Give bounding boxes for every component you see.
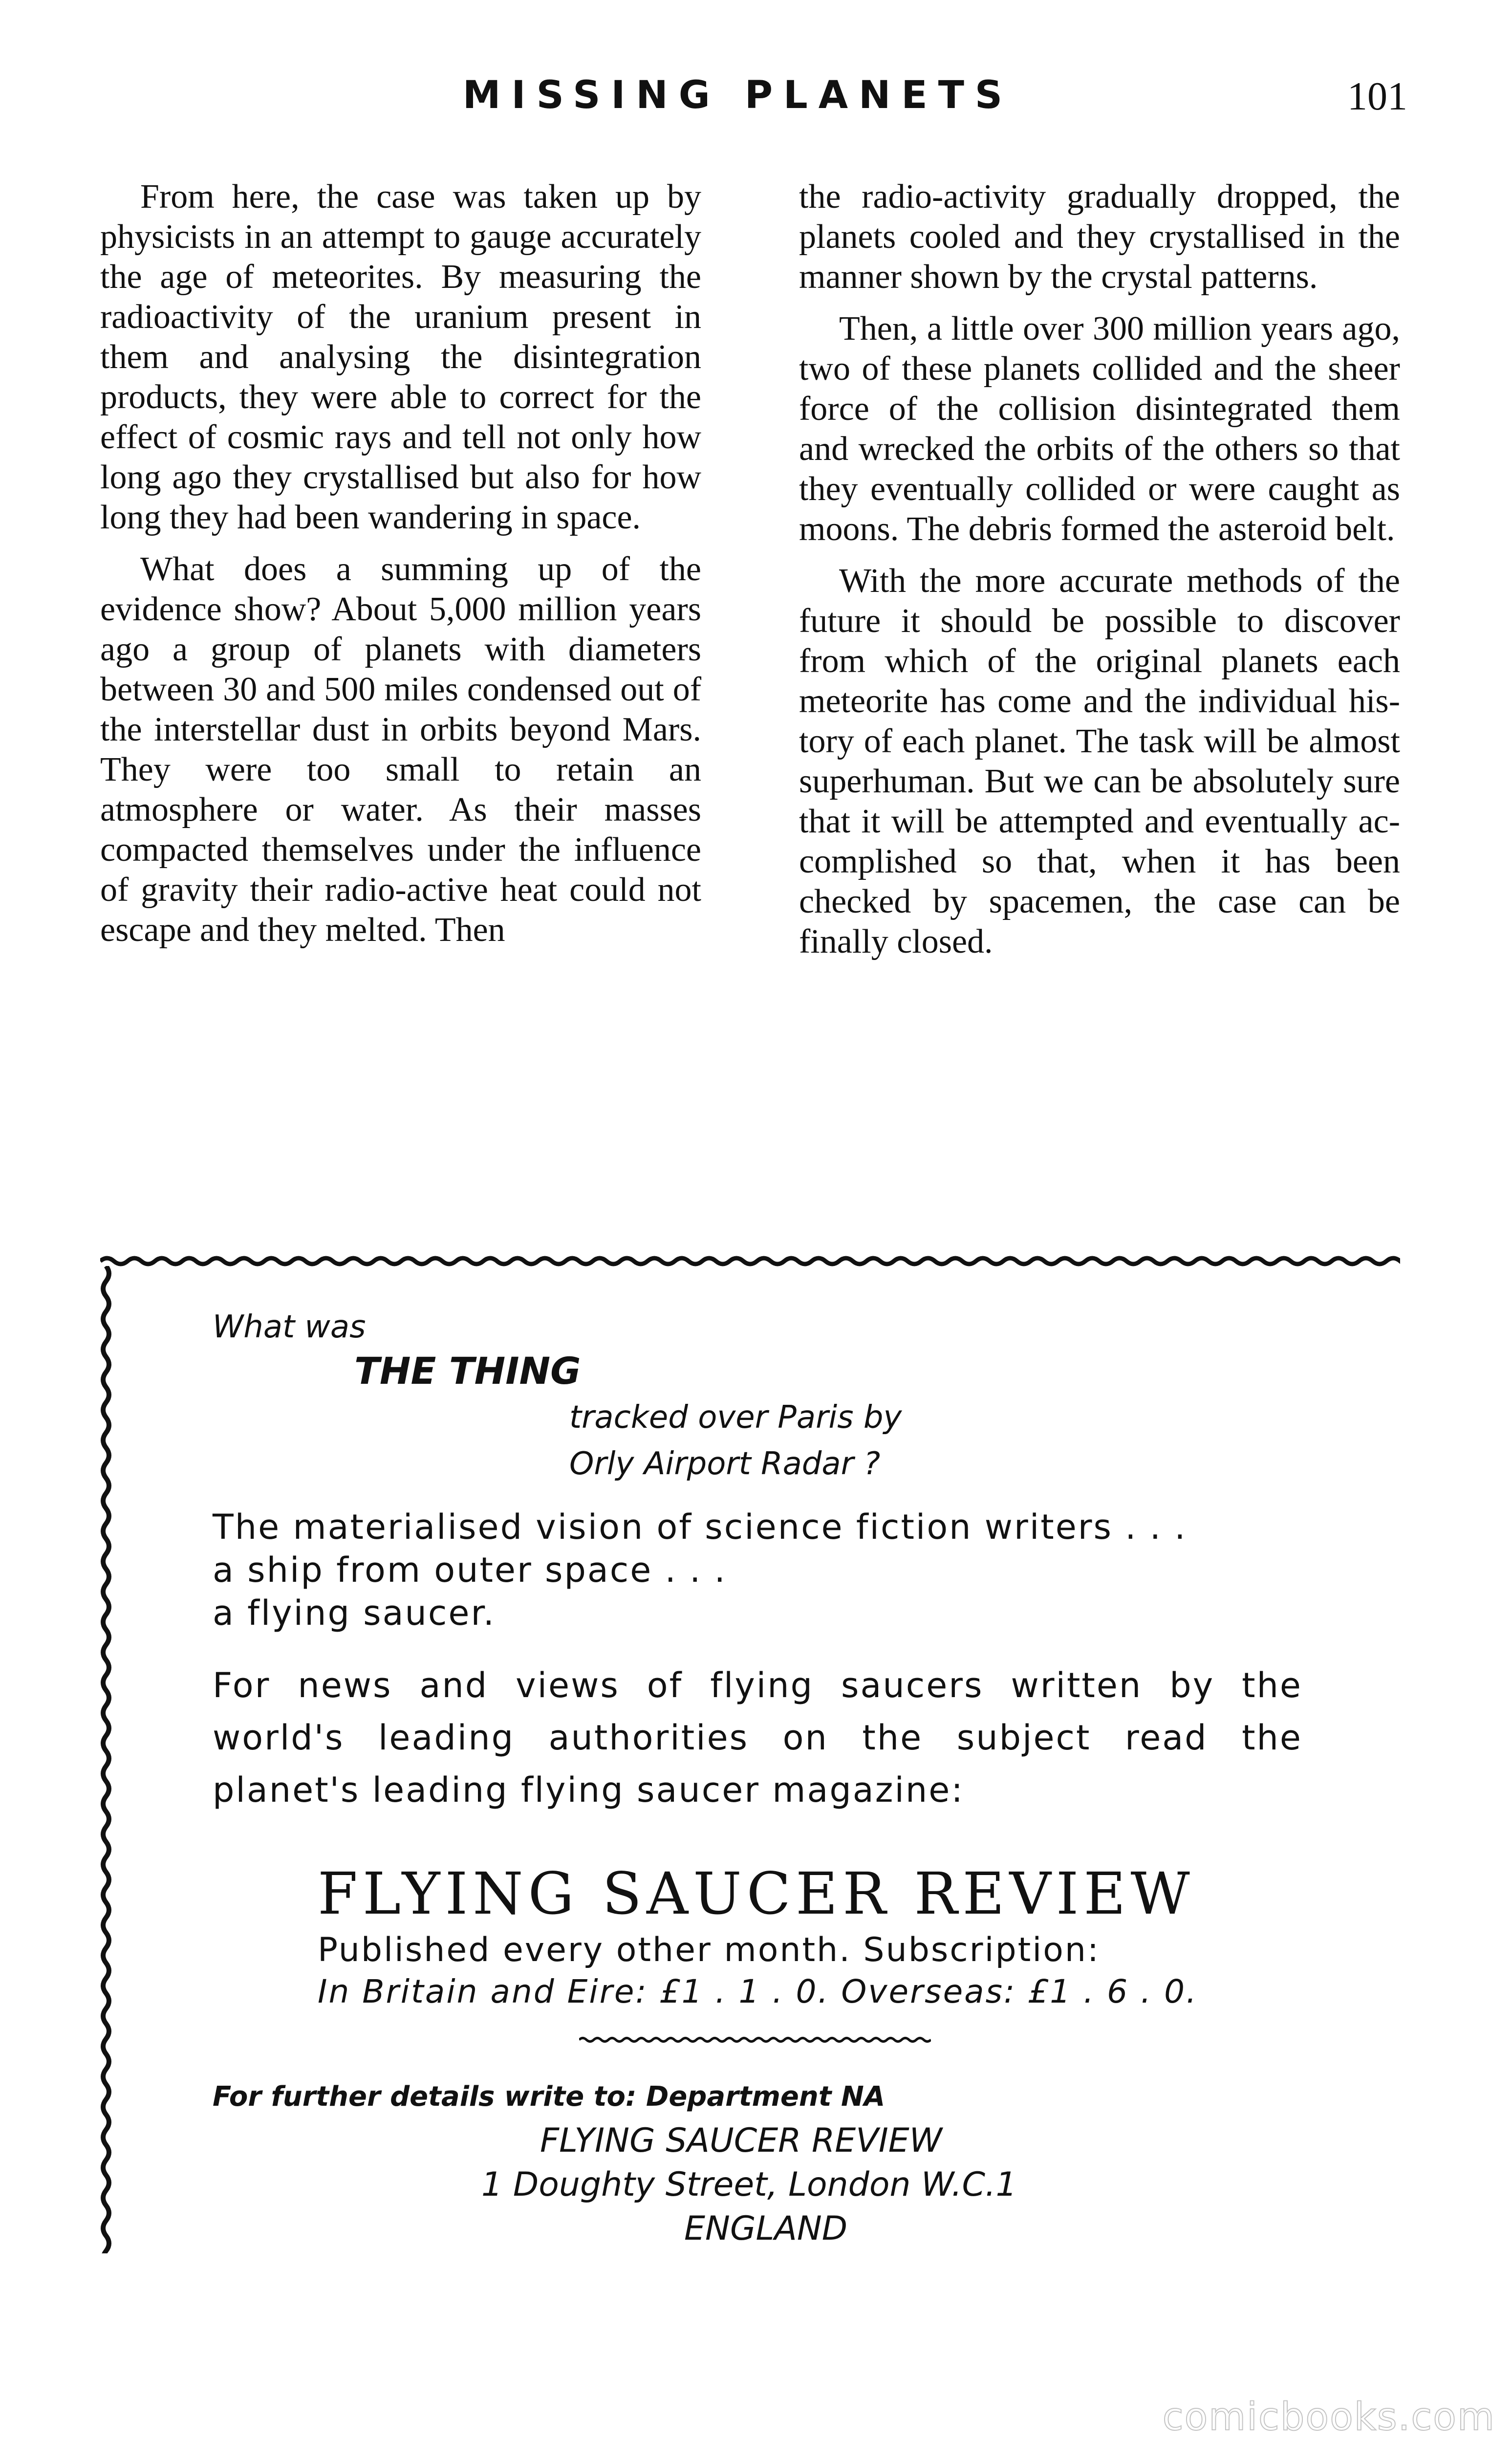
article-paragraph: What does a summing up of the evidence show? About 5,000 million years ago a group of planets with diameters between 30 and 500 miles condensed out of the interstellar dust in orbits beyond Mars. They were too small to retain an atmosphere or water. As their masses compacted themselves under the influence of gravity their radio-active heat could not escape and they melted. Then: [100, 550, 701, 949]
wavy-border-left: [96, 1266, 116, 2253]
article-paragraph: Then, a little over 300 million years ago, two of these planets collided and the sheer force of the collision disintegrated them and wrecked the orbits of the others so that they eventually collided or were caught as moons. The debris formed the asteroid belt.: [799, 310, 1400, 548]
ad-question-line: What was: [213, 1309, 366, 1345]
page-number: 101: [1347, 74, 1407, 118]
article-right-column: [799, 177, 1400, 974]
wavy-border-top: [100, 1251, 1400, 1271]
ad-vision-text: [213, 1506, 1187, 1635]
running-title: MISSING PLANETS: [462, 73, 1014, 117]
ad-vision-line: The materialised vision of science fiction writers . . .: [213, 1507, 1187, 1547]
magazine-title: FLYING SAUCER REVIEW: [318, 1860, 1195, 1927]
ad-price-line: In Britain and Eire: £1 . 1 . 0. Overseas: £1 . 6 . 0.: [318, 1973, 1198, 2010]
article-paragraph: the radio-activity gradually dropped, the planets cooled and they crystallised in the manner shown by the crystal patterns.: [799, 178, 1400, 296]
ad-headline: THE THING: [354, 1349, 581, 1393]
article-left-column: [100, 177, 701, 962]
ad-address-line: 1 Doughty Street, London W.C.1: [481, 2165, 1017, 2204]
ad-further-details: For further details write to: Department NA: [213, 2081, 886, 2113]
ad-subscription-line: Published every other month. Subscription:: [318, 1931, 1100, 1969]
ad-news-paragraph: For news and views of flying saucers written by the world's leading authorities on the subject read the planet's leading flying saucer magazine:: [213, 1665, 1302, 1810]
article-paragraph: From here, the case was taken up by physicists in an attempt to gauge accurately the age of meteorites. By measuring the radioactivity of the uranium present in them and analysing the disintegration products, they were able to correct for the effect of cosmic rays and tell not only how long ago they crystallised but also for how long they had been wandering in space.: [100, 178, 701, 536]
watermark-text: comicbooks.com: [1162, 2395, 1495, 2439]
advertisement-box: [100, 1251, 1400, 2302]
ad-vision-line: a flying saucer.: [213, 1593, 496, 1633]
ad-question-line: tracked over Paris by: [569, 1399, 902, 1436]
wavy-divider: [579, 2033, 931, 2046]
ad-question-line: Orly Airport Radar ?: [569, 1446, 881, 1482]
ad-address-line: ENGLAND: [684, 2209, 848, 2248]
ad-address-line: FLYING SAUCER REVIEW: [540, 2121, 943, 2160]
ad-vision-line: a ship from outer space . . .: [213, 1550, 727, 1590]
article-paragraph: With the more accurate methods of the future it should be possible to discover from which of the original planets each meteorite has come and the individual history of each planet. The task will be almost superhuman. But we can be absolutely sure that it will be attempted and eventually accomplished so that, when it has been checked by spacemen, the case can be finally closed.: [799, 562, 1400, 960]
